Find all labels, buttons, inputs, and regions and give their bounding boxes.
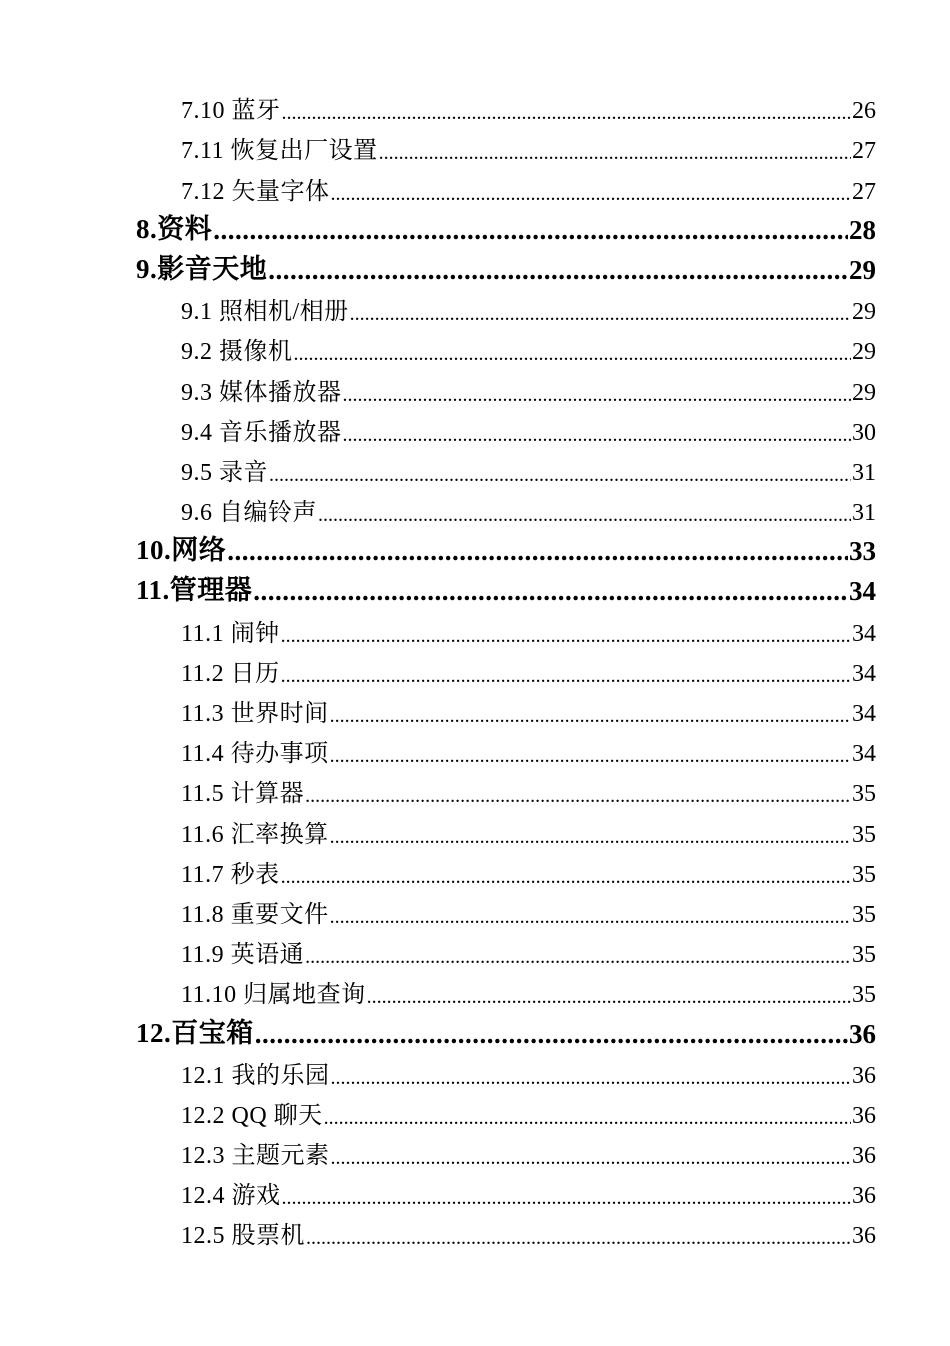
toc-entry-title: 9.1 照相机/相册 — [181, 299, 349, 326]
toc-entry-title: 7.12 矢量字体 — [181, 178, 330, 205]
toc-dot-leader — [330, 826, 851, 849]
toc-section-entry[interactable] — [0, 1136, 950, 1176]
toc-chapter-entry[interactable] — [0, 573, 950, 613]
toc-entry-title: 12.5 股票机 — [181, 1223, 305, 1250]
toc-section-entry[interactable] — [0, 91, 950, 131]
toc-page-number: 36 — [849, 1018, 876, 1049]
toc-dot-leader — [331, 1147, 852, 1170]
toc-entry-title: 12.2 QQ 聊天 — [181, 1102, 323, 1129]
toc-dot-leader — [213, 215, 848, 246]
toc-page-number: 35 — [852, 982, 876, 1009]
toc-entry-title: 11.5 计算器 — [181, 781, 305, 808]
toc-dot-leader — [269, 464, 851, 487]
toc-dot-leader — [343, 424, 852, 447]
toc-page-number: 35 — [852, 821, 876, 848]
toc-page-number: 35 — [852, 942, 876, 969]
toc-entry-title: 11.8 重要文件 — [181, 901, 329, 928]
toc-chapter-entry[interactable] — [0, 212, 950, 252]
toc-section-entry[interactable] — [0, 774, 950, 814]
toc-dot-leader — [330, 705, 851, 728]
toc-dot-leader — [331, 1067, 852, 1090]
toc-page-number: 36 — [852, 1102, 876, 1129]
toc-page-number: 36 — [852, 1062, 876, 1089]
toc-section-entry[interactable] — [0, 855, 950, 895]
toc-dot-leader — [331, 183, 852, 206]
toc-section-entry[interactable] — [0, 734, 950, 774]
toc-entry-title: 11.9 英语通 — [181, 942, 305, 969]
toc-page-number: 34 — [852, 660, 876, 687]
toc-section-entry[interactable] — [0, 372, 950, 412]
toc-dot-leader — [281, 625, 851, 648]
toc-section-entry[interactable] — [0, 1176, 950, 1216]
toc-entry-title: 11.10 归属地查询 — [181, 982, 366, 1009]
toc-entry-title: 11.管理器 — [136, 575, 253, 606]
toc-entry-title: 11.1 闹钟 — [181, 620, 280, 647]
toc-dot-leader — [253, 576, 848, 607]
toc-dot-leader — [255, 1019, 848, 1050]
toc-page-number: 29 — [852, 299, 876, 326]
toc-entry-title: 9.影音天地 — [136, 253, 268, 284]
toc-entry-title: 9.5 录音 — [181, 459, 268, 486]
toc-entry-title: 12.1 我的乐园 — [181, 1062, 330, 1089]
toc-entry-title: 11.4 待办事项 — [181, 741, 329, 768]
toc-page-number: 35 — [852, 861, 876, 888]
toc-page-number: 29 — [852, 379, 876, 406]
toc-section-entry[interactable] — [0, 1216, 950, 1256]
toc-entry-title: 11.6 汇率换算 — [181, 821, 329, 848]
toc-section-entry[interactable] — [0, 654, 950, 694]
toc-section-entry[interactable] — [0, 935, 950, 975]
toc-section-entry[interactable] — [0, 975, 950, 1015]
toc-page-number: 34 — [852, 620, 876, 647]
toc-section-entry[interactable] — [0, 694, 950, 734]
toc-dot-leader — [343, 384, 852, 407]
toc-section-entry[interactable] — [0, 895, 950, 935]
toc-dot-leader — [227, 536, 848, 567]
toc-page-number: 35 — [852, 901, 876, 928]
toc-section-entry[interactable] — [0, 292, 950, 332]
toc-entry-title: 9.6 自编铃声 — [181, 500, 317, 527]
toc-dot-leader — [268, 255, 848, 286]
toc-section-entry[interactable] — [0, 613, 950, 653]
toc-page-number: 35 — [852, 781, 876, 808]
toc-dot-leader — [282, 102, 852, 125]
toc-dot-leader — [281, 665, 851, 688]
toc-page-number: 26 — [852, 98, 876, 125]
toc-dot-leader — [305, 785, 851, 808]
toc-dot-leader — [330, 745, 851, 768]
toc-chapter-entry[interactable] — [0, 533, 950, 573]
toc-page-number: 27 — [852, 138, 876, 165]
toc-page-number: 28 — [849, 214, 876, 245]
toc-dot-leader — [306, 1227, 851, 1250]
toc-page-number: 30 — [852, 419, 876, 446]
toc-page-number: 31 — [852, 500, 876, 527]
toc-page-number: 31 — [852, 459, 876, 486]
toc-dot-leader — [367, 986, 851, 1009]
table-of-contents — [0, 91, 950, 1256]
toc-entry-title: 9.4 音乐播放器 — [181, 419, 342, 446]
toc-dot-leader — [324, 1107, 851, 1130]
toc-dot-leader — [282, 1187, 852, 1210]
toc-section-entry[interactable] — [0, 131, 950, 171]
toc-dot-leader — [330, 906, 851, 929]
toc-entry-title: 11.2 日历 — [181, 660, 280, 687]
toc-entry-title: 10.网络 — [136, 535, 227, 566]
toc-page-number: 29 — [849, 254, 876, 285]
toc-page-number: 34 — [852, 701, 876, 727]
toc-entry-title: 9.2 摄像机 — [181, 339, 293, 366]
toc-page-number: 36 — [852, 1223, 876, 1250]
toc-dot-leader — [305, 946, 851, 969]
toc-entry-title: 8.资料 — [136, 213, 213, 244]
toc-page-number: 36 — [852, 1143, 876, 1170]
toc-dot-leader — [350, 303, 851, 326]
toc-page-number: 29 — [852, 339, 876, 366]
toc-section-entry[interactable] — [0, 332, 950, 372]
toc-dot-leader — [281, 866, 851, 889]
toc-dot-leader — [294, 343, 852, 366]
toc-entry-title: 9.3 媒体播放器 — [181, 379, 342, 406]
toc-section-entry[interactable] — [0, 171, 950, 211]
toc-dot-leader — [379, 142, 851, 165]
toc-entry-title: 7.11 恢复出厂设置 — [181, 138, 378, 165]
toc-page-number: 36 — [852, 1183, 876, 1210]
toc-section-entry[interactable] — [0, 413, 950, 453]
toc-entry-title: 12.4 游戏 — [181, 1183, 281, 1210]
toc-section-entry[interactable] — [0, 1056, 950, 1096]
toc-chapter-entry[interactable] — [0, 1015, 950, 1055]
toc-page-number: 27 — [852, 178, 876, 205]
toc-entry-title: 7.10 蓝牙 — [181, 98, 281, 125]
toc-section-entry[interactable] — [0, 453, 950, 493]
toc-section-entry[interactable] — [0, 493, 950, 533]
toc-entry-title: 11.3 世界时间 — [181, 701, 329, 727]
toc-dot-leader — [318, 504, 851, 527]
toc-page-number: 33 — [849, 536, 876, 567]
toc-entry-title: 12.3 主题元素 — [181, 1143, 330, 1170]
toc-page-number: 34 — [849, 576, 876, 607]
toc-page-number: 34 — [852, 741, 876, 768]
toc-section-entry[interactable] — [0, 1096, 950, 1136]
toc-entry-title: 12.百宝箱 — [136, 1017, 254, 1048]
toc-chapter-entry[interactable] — [0, 252, 950, 292]
toc-entry-title: 11.7 秒表 — [181, 861, 280, 888]
toc-section-entry[interactable] — [0, 814, 950, 854]
